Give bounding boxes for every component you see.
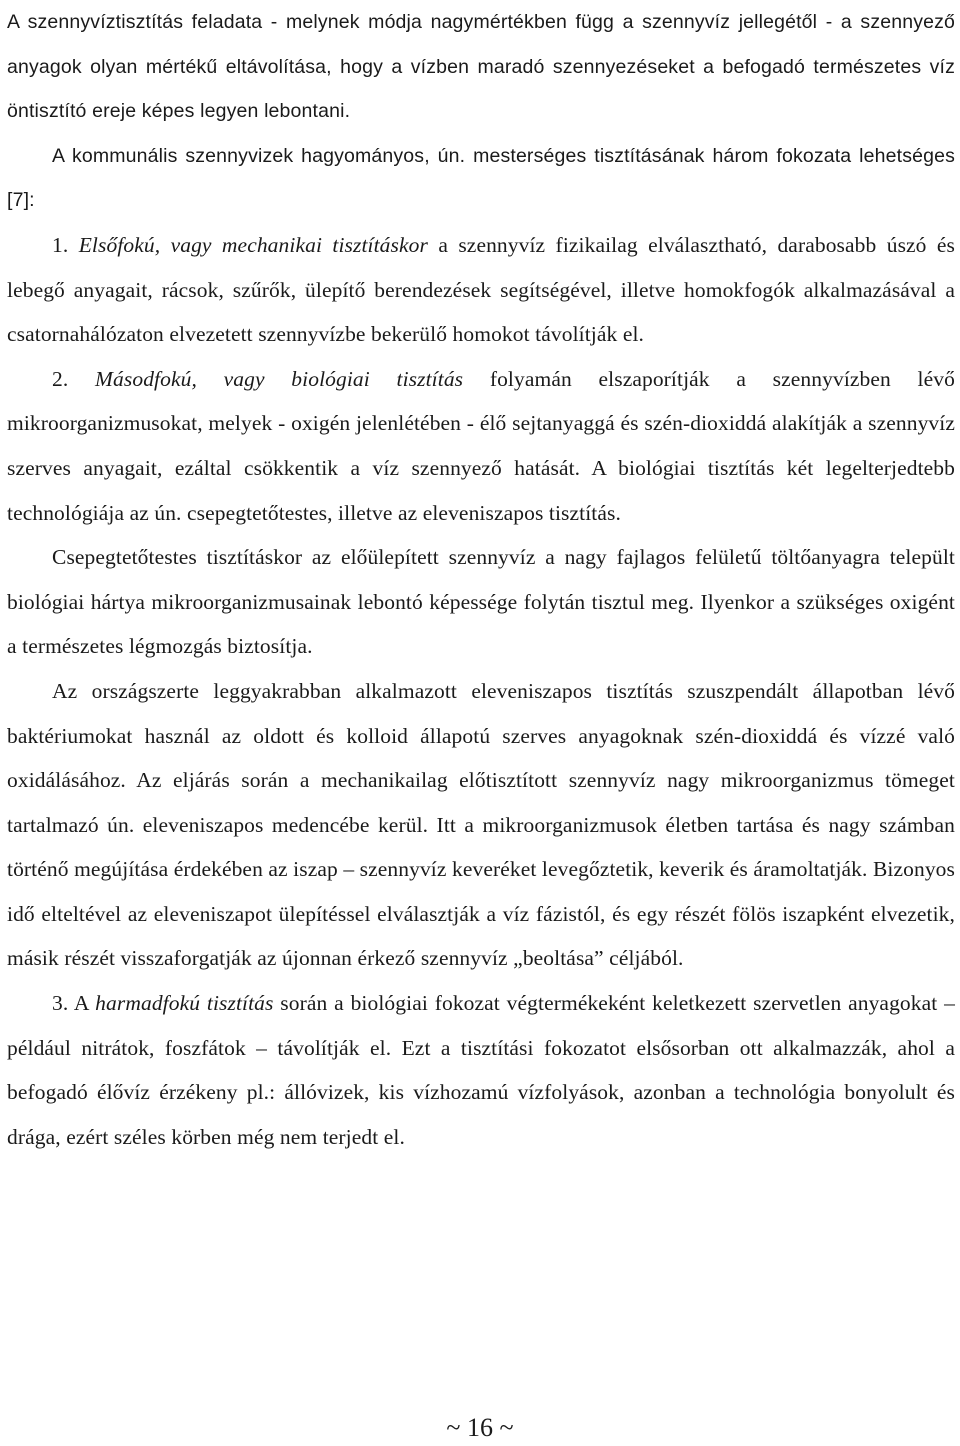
stage-3-term: harmadfokú tisztítás	[95, 991, 274, 1016]
paragraph-trickling-filter-text: Csepegtetőtestes tisztításkor az előülepített szennyvíz a nagy fajlagos felületű töltőanyagra települt biológiai hártya mikroorganizmusainak lebontó képessége folytán tisztul meg. Ilyenkor a szükséges oxigént a természetes légmozgás biztosítja.	[7, 545, 955, 659]
paragraph-stage-2	[7, 357, 955, 535]
paragraph-activated-sludge-text: Az országszerte leggyakrabban alkalmazott eleveniszapos tisztítás szuszpendált állapotban lévő baktériumokat használ az oldott és kolloid állapotú szerves anyagoknak szén-dioxiddá és vízzé való oxidálásához. Az eljárás során a mechanikailag előtisztított szennyvíz nagy mikroorganizmus tömeget tartalmazó ún. eleveniszapos medencébe kerül. Itt a mikroorganizmusok életben tartása és nagy számban történő megújítása érdekében az iszap – szennyvíz keveréket levegőztetik, keverik és áramoltatják. Bizonyos idő elteltével az eleveniszapot ülepítéssel elválasztják a víz fázistól, és egy részét fölös iszapként elvezetik, másik részét visszaforgatják az újonnan érkező szennyvíz „beoltása” céljából.	[7, 678, 955, 971]
stage-2-term: Másodfokú, vagy biológiai tisztítás	[95, 366, 464, 391]
paragraph-activated-sludge	[7, 669, 955, 981]
page-number: ~ 16 ~	[446, 1413, 514, 1442]
stage-2-text: folyamán elszaporítják a szennyvízben lévő mikroorganizmusokat, melyek - oxigén jelenlétében - élő sejtanyaggá és szén-dioxiddá alakítják a szennyvíz szerves anyagait, ezáltal csökkentik a víz szennyező hatását. A biológiai tisztítás két legelterjedtebb technológiája az ún. csepegtetőtestes, illetve az eleveniszapos tisztítás.	[7, 366, 955, 525]
paragraph-intro	[7, 0, 955, 134]
stage-1-text: a szennyvíz fizikailag elválasztható, darabosabb úszó és lebegő anyagait, rácsok, szűrők, ülepítő berendezések segítségével, illetve homokfogók alkalmazásával a csatornahálózaton elvezetett szennyvízbe bekerülő homokot távolítják el.	[7, 232, 956, 347]
paragraph-stage-1	[7, 223, 955, 357]
paragraph-stages-intro-text: A kommunális szennyvizek hagyományos, ún. mesterséges tisztításának három fokozata lehetséges [7]:	[7, 144, 955, 212]
stage-2-number: 2.	[52, 366, 69, 391]
paragraph-intro-text: A szennyvíztisztítás feladata - melynek módja nagymértékben függ a szennyvíz jellegétől - a szennyező anyagok olyan mértékű eltávolítása, hogy a vízben maradó szennyezéseket a befogadó természetes víz öntisztító ereje képes legyen lebontani.	[7, 11, 955, 123]
paragraph-stages-intro	[7, 134, 955, 223]
paragraph-trickling-filter	[7, 535, 955, 669]
stage-3-text: során a biológiai fokozat végtermékeként keletkezett szervetlen anyagokat – például nitrátok, foszfátok – távolítják el. Ezt a tisztítási fokozatot elsősorban ott alkalmazzák, ahol a befogadó élővíz érzékeny pl.: állóvizek, kis vízhozamú vízfolyások, azonban a technológia bonyolult és drága, ezért széles körben még nem terjedt el.	[7, 991, 955, 1149]
paragraph-stage-3	[7, 981, 955, 1159]
document-page	[7, 0, 955, 1159]
stage-1-number: 1.	[52, 232, 69, 257]
stage-3-number: 3. A	[52, 991, 89, 1016]
stage-1-term: Elsőfokú, vagy mechanikai tisztításkor	[78, 232, 428, 257]
